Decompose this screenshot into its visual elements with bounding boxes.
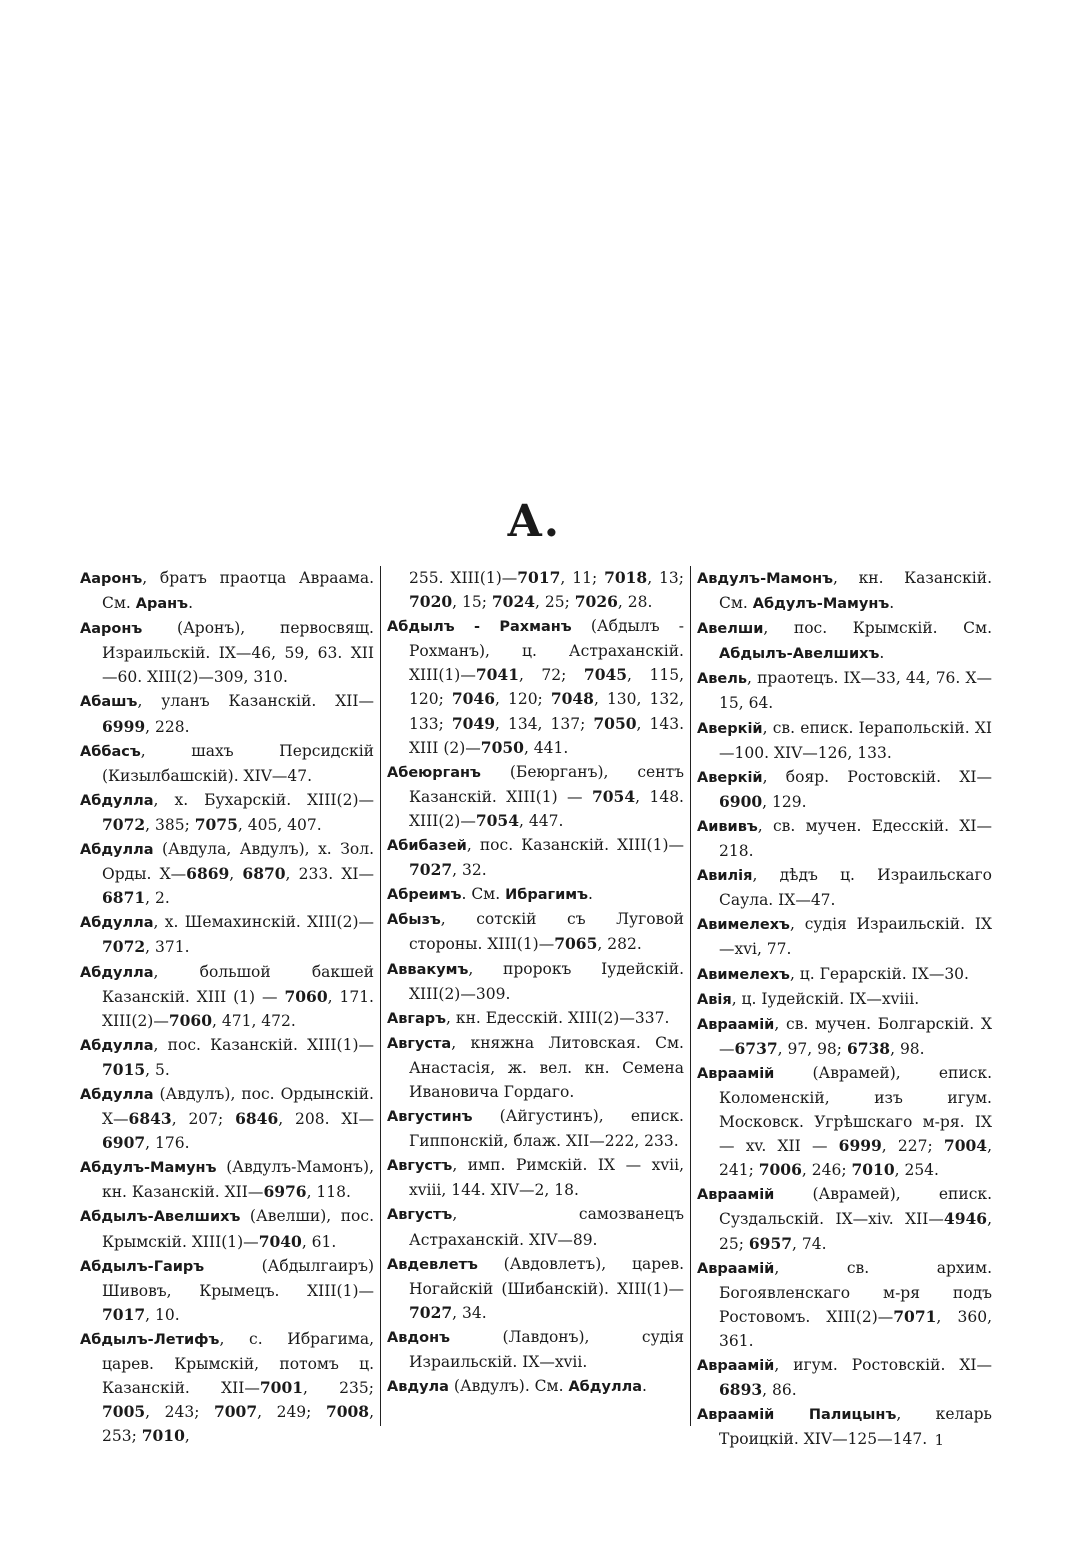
index-entry: Авраамій (Аврамей), еписк. Суздальскій. IX—xiv. XII—4946, 25; 6957, 74. [697,1185,992,1253]
index-entry: Абибазей, пос. Казанскій. XIII(1)—7027, 32. [387,836,684,880]
index-entry: Авраамій (Аврамей), еписк. Коломенскій, изъ игум. Московск. Угрѣшскаго м-ря. IX — xv. XII — 6999, 227; 7004, 241; 7006, 246; 7010, 254. [697,1063,992,1180]
index-column-1 [80,566,380,1446]
index-entry: Абдылъ-Гаиръ (Абдылгаиръ) Шивовъ, Крымецъ. XIII(1)—7017, 10. [80,1256,374,1324]
index-entry: Абдулла, х. Шемахинскій. XIII(2)—7072, 371. [80,913,374,957]
index-entry: Авель, праотецъ. IX—33, 44, 76. X—15, 64. [697,669,992,713]
index-entry: Ааронъ (Аронъ), первосвящ. Израильскій. IX—46, 59, 63. XII—60. XIII(2)—309, 310. [80,619,374,687]
index-entry: Авія, ц. Іудейскій. IX—xviii. [697,989,920,1008]
index-entry: Абдулла, большой бакшей Казанскій. XIII (1) — 7060, 171. XIII(2)—7060, 471, 472. [80,962,374,1030]
index-entry: Аививъ, св. мучен. Едесскій. XI—218. [697,816,992,861]
index-entry: Абдылъ-Летифъ, с. Ибрагима, царев. Крымскій, потомъ ц. Казанскій. XII—7001, 235; 7005, 243; 7007, 249; 7008, 253; 7010, [80,1329,375,1446]
index-column-3 [690,566,992,1449]
index-entry: Аверкій, св. еписк. Іерапольскій. XI—100. XIV—126, 133. [697,718,992,762]
index-entry: Авимелехъ, судія Израильскій. IX—xvi, 77. [697,915,992,959]
index-entry: Авгаръ, кн. Едесскій. XIII(2)—337. [387,1008,670,1027]
page-number: 1 [934,1431,944,1449]
index-entry: Августинъ (Айгустинъ), еписк. Гиппонскій, блаж. XII—222, 233. [387,1107,684,1151]
index-entry: Августа, княжна Литовская. См. Анастасія, ж. вел. кн. Семена Ивановича Гордаго. [387,1033,684,1101]
index-entry: Августъ, самозванецъ Астраханскій. XIV—89. [387,1205,684,1249]
index-entry: Абдулла, х. Бухарскій. XIII(2)—7072, 385; 7075, 405, 407. [80,790,374,834]
index-entry: Абреимъ. См. Ибрагимъ. [387,885,593,904]
index-entry: Абдулла (Авдула, Авдулъ), х. Зол. Орды. X—6869, 6870, 233. XI—6871, 2. [80,840,374,908]
section-letter: А. [506,496,561,547]
index-entry: Абдулла (Авдулъ), пос. Ордынскій. X—6843, 207; 6846, 208. XI—6907, 176. [80,1084,374,1153]
index-entry: Авраамій, св. архим. Богоявленскаго м-ря подъ Ростовомъ. XIII(2)—7071, 360, 361. [697,1258,992,1350]
index-entry: Аббасъ, шахъ Персидскій (Кизылбашскій). XIV—47. [80,741,374,785]
index-column-2 [380,566,690,1426]
index-entry: Авилія, дѣдъ ц. Израильскаго Саула. IX—47. [697,866,992,910]
index-entry: Авимелехъ, ц. Герарскій. IX—30. [697,964,969,983]
index-entry: Авраамій, игум. Ростовскій. XI—6893, 86. [697,1356,992,1400]
index-entry: Авелши, пос. Крымскій. См. Абдылъ-Авелшихъ. [697,619,992,663]
index-entry: Аввакумъ, пророкъ Іудейскій. XIII(2)—309. [387,959,684,1003]
index-entry: Авдонъ (Лавдонъ), судія Израильскій. IX—xvii. [387,1327,684,1371]
index-entry: 255. XIII(1)—7017, 11; 7018, 13; 7020, 15; 7024, 25; 7026, 28. [409,568,684,612]
index-entry: Авдевлетъ (Авдовлетъ), царев. Ногайскій (Шибанскій). XIII(1)—7027, 34. [387,1254,684,1322]
index-entry: Авраамій Палицынъ, келарь Троицкій. XIV—125—147. [697,1405,992,1449]
index-columns [80,566,992,1449]
index-entry: Авдула (Авдулъ). См. Абдулла. [387,1377,647,1396]
index-entry: Ааронъ, братъ праотца Авраама. См. Аранъ. [80,569,374,613]
index-entry: Аверкій, бояр. Ростовскій. XI—6900, 129. [697,767,992,811]
index-entry: Абдылъ - Рахманъ (Абдылъ - Рохманъ), ц. Астраханскій. XIII(1)—7041, 72; 7045, 115, 120; 7046, 120; 7048, 130, 132, 133; 7049, 134, 137; 7050, 143. XIII (2)—7050, 441. [387,617,685,757]
index-entry: Авдулъ-Мамонъ, кн. Казанскій. См. Абдулъ-Мамунъ. [697,569,992,613]
index-entry: Абашъ, уланъ Казанскій. XII—6999, 228. [80,692,374,736]
index-entry: Авраамій, св. мучен. Болгарскій. X—6737, 97, 98; 6738, 98. [697,1014,992,1058]
index-entry: Абдулла, пос. Казанскій. XIII(1)—7015, 5. [80,1035,374,1079]
index-entry: Абеюрганъ (Беюрганъ), сентъ Казанскій. XIII(1) — 7054, 148. XIII(2)—7054, 447. [387,762,684,830]
index-entry: Августъ, имп. Римскій. IX — xvii, xviii, 144. XIV—2, 18. [387,1156,684,1200]
index-entry: Абдулъ-Мамунъ (Авдулъ-Мамонъ), кн. Казанскій. XII—6976, 118. [80,1158,374,1202]
index-entry: Абдылъ-Авелшихъ (Авелши), пос. Крымскій. XIII(1)—7040, 61. [80,1207,374,1251]
index-entry: Абызъ, сотскій съ Луговой стороны. XIII(1)—7065, 282. [387,910,684,954]
